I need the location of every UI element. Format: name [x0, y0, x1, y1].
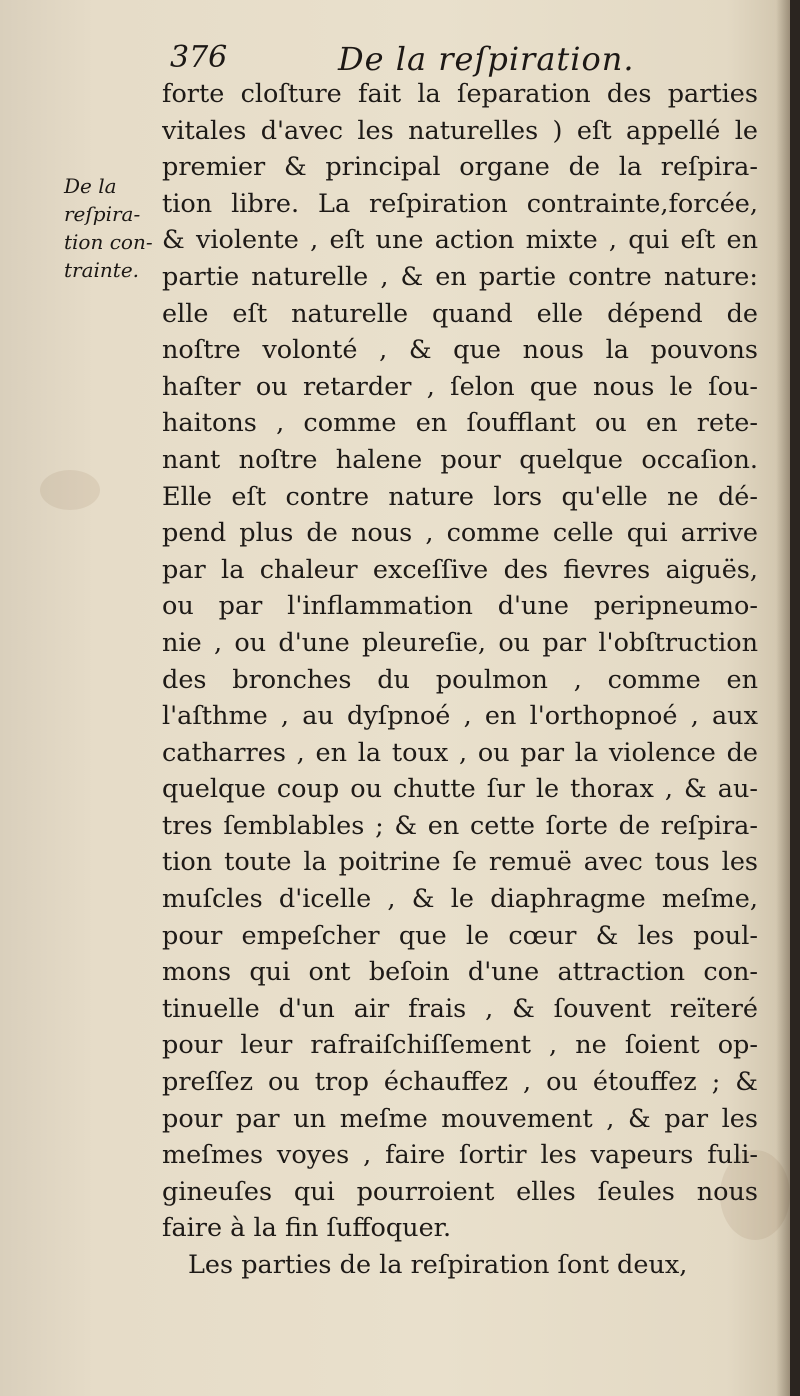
page-number: 376	[170, 40, 228, 75]
text-line: elle eſt naturelle quand elle dépend de	[162, 298, 758, 329]
page-fold-shadow	[776, 0, 790, 1396]
text-line: premier & principal organe de la reſpira-	[162, 152, 758, 183]
text-line: haſter ou retarder , ſelon que nous le ſou-	[162, 371, 758, 402]
text-line: pour par un meſme mouvement , & par les	[162, 1103, 758, 1134]
text-line: partie naturelle , & en partie contre nature:	[162, 261, 758, 292]
margin-note-line: trainte.	[64, 258, 140, 282]
text-line: nant noſtre halene pour quelque occaſion.	[162, 444, 758, 475]
text-line: quelque coup ou chutte ſur le thorax , & au-	[162, 774, 758, 805]
text-line: Les parties de la reſpiration ſont deux,	[188, 1250, 688, 1280]
text-line: pour leur rafraiſchiſſement , ne ſoient op-	[162, 1030, 758, 1061]
paper-stain	[40, 470, 100, 510]
text-line: gineuſes qui pourroient elles ſeules nous	[162, 1176, 758, 1207]
text-line: forte cloſture fait la ſeparation des parties	[162, 79, 758, 109]
text-line: tion libre. La reſpiration contrainte,forcée,	[162, 188, 758, 219]
text-line: & violente , eſt une action mixte , qui eſt en	[162, 225, 758, 256]
text-line: mons qui ont beſoin d'une attraction con-	[162, 957, 758, 988]
text-line: muſcles d'icelle , & le diaphragme meſme,	[162, 884, 758, 915]
text-line: des bronches du poulmon , comme en	[162, 664, 758, 695]
running-title: De la reſpiration.	[338, 40, 635, 78]
text-line: tinuelle d'un air frais , & ſouvent reïteré	[162, 993, 758, 1024]
text-line: pend plus de nous , comme celle qui arrive	[162, 518, 758, 549]
text-line: noſtre volonté , & que nous la pouvons	[162, 335, 758, 366]
text-line: preſſez ou trop échauffez , ou étouffez ; &	[162, 1067, 758, 1098]
body-text	[162, 76, 758, 1284]
text-line: vitales d'avec les naturelles ) eſt appellé le	[162, 115, 758, 146]
text-line: nie , ou d'une pleureſie, ou par l'obſtruction	[162, 627, 758, 658]
text-line: par la chaleur exceſſive des fievres aiguës,	[162, 554, 758, 585]
margin-note	[64, 172, 164, 284]
text-line: faire à la fin ſuffoquer.	[162, 1213, 452, 1244]
text-line: tres ſemblables ; & en cette ſorte de reſpira-	[162, 810, 758, 841]
text-line: ou par l'inflammation d'une peripneumo-	[162, 591, 758, 622]
margin-note-line: De la	[64, 174, 117, 198]
text-line: catharres , en la toux , ou par la violence de	[162, 737, 758, 768]
text-line: l'aſthme , au dyſpnoé , en l'orthopnoé , aux	[162, 701, 758, 732]
margin-note-line: reſpira-	[64, 202, 141, 226]
margin-note-line: tion con-	[64, 230, 153, 254]
text-line: haitons , comme en ſoufflant ou en rete-	[162, 408, 758, 439]
text-line: tion toute la poitrine ſe remuë avec tous les	[162, 847, 758, 878]
text-line: pour empeſcher que le cœur & les poul-	[162, 920, 758, 951]
text-line: meſmes voyes , faire ſortir les vapeurs fuli-	[162, 1140, 758, 1171]
text-line: Elle eſt contre nature lors qu'elle ne dé-	[162, 481, 758, 512]
